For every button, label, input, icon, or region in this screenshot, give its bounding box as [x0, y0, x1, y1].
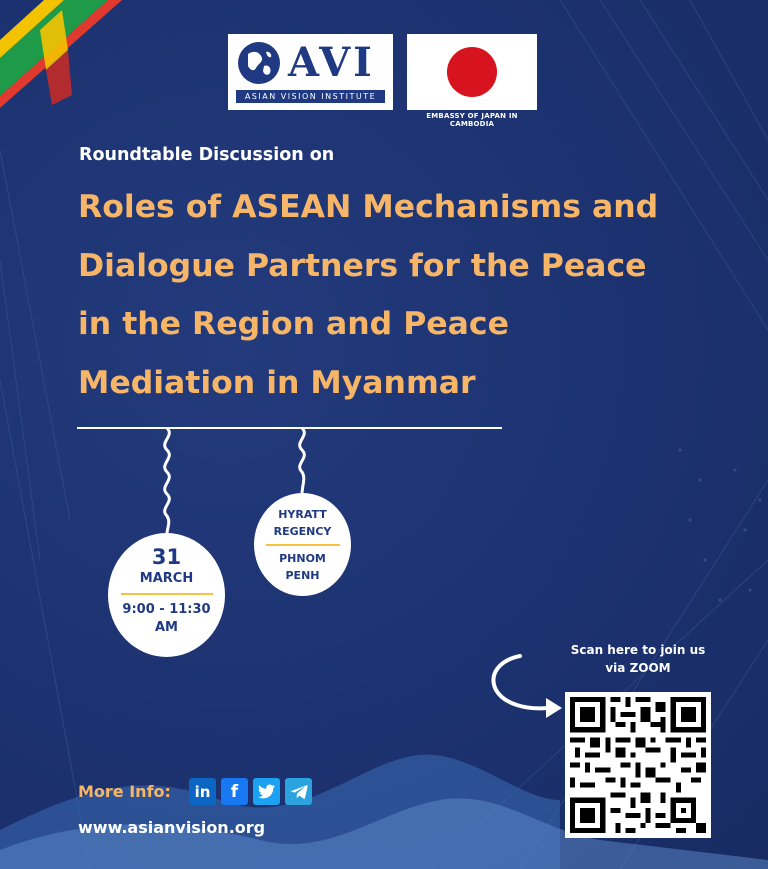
event-day: 31 [151, 545, 182, 569]
badge-divider [121, 593, 213, 595]
website-link[interactable]: www.asianvision.org [78, 818, 266, 837]
event-title-line: in the Region and Peace [78, 306, 509, 342]
zoom-qr-code[interactable] [565, 692, 711, 838]
qr-caption-line: Scan here to join us [570, 643, 706, 657]
date-badge [108, 533, 225, 657]
event-title-line: Mediation in Myanmar [78, 364, 476, 401]
linkedin-icon[interactable]: in [189, 778, 216, 805]
venue-city-line: PENH [285, 569, 320, 582]
curved-arrow-icon [486, 652, 566, 722]
venue-badge [254, 493, 351, 596]
event-title-line: Roles of ASEAN Mechanisms and [78, 189, 659, 225]
event-time-suffix: AM [155, 620, 178, 635]
venue-city-line: PHNOM [279, 552, 326, 565]
flag-stripes-decoration [0, 0, 130, 110]
japan-flag-disc [447, 47, 497, 97]
telegram-icon[interactable] [285, 778, 312, 805]
more-info-label: More Info: [78, 782, 171, 801]
avi-logo [228, 34, 393, 110]
badge-divider [266, 544, 340, 546]
japan-embassy-caption: EMBASSY OF JAPAN IN CAMBODIA [426, 112, 518, 128]
venue-name-line: HYRATT [278, 508, 327, 521]
qr-caption-line: via ZOOM [605, 661, 671, 675]
facebook-icon[interactable]: f [221, 778, 248, 805]
event-pre-title: Roundtable Discussion on [79, 145, 335, 165]
globe-icon [236, 40, 282, 86]
qr-caption [548, 641, 728, 677]
avi-tagline: ASIAN VISION INSTITUTE [236, 90, 385, 103]
venue-name-line: REGENCY [273, 525, 332, 538]
event-month: MARCH [139, 571, 194, 586]
event-title-line: Dialogue Partners for the Peace [78, 247, 647, 284]
avi-wordmark: AVI [288, 39, 375, 86]
twitter-icon[interactable] [253, 778, 280, 805]
japan-flag [407, 34, 537, 110]
event-time: 9:00 - 11:30 [122, 602, 211, 617]
event-title [78, 178, 718, 412]
